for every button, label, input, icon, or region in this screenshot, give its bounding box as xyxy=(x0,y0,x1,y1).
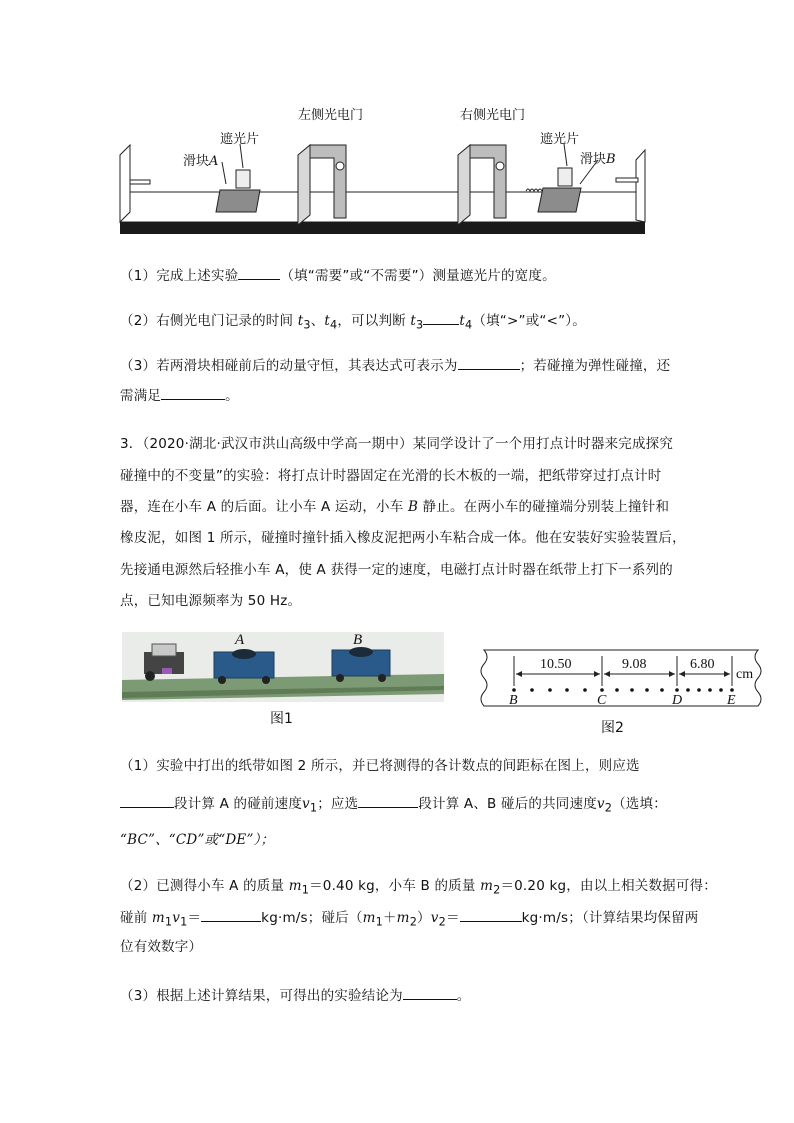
tape-point-b: B xyxy=(509,693,518,708)
answer-blank[interactable] xyxy=(201,907,261,922)
tape-unit: cm xyxy=(736,667,754,682)
fig1-label-b: B xyxy=(353,632,363,648)
q2-part1: （1）完成上述实验 （填“需要”或“不需要”）测量遮光片的宽度。 xyxy=(120,265,556,286)
tape-distance-bc: 10.50 xyxy=(540,657,572,672)
answer-blank[interactable] xyxy=(358,793,418,808)
tape-point-c: C xyxy=(597,693,607,708)
q3-part1-line3: “BC”、“CD”或“DE”）； xyxy=(120,832,275,848)
shade-b-label: 遮光片 xyxy=(540,132,580,147)
tape-point-d: D xyxy=(672,693,683,708)
q2-part3-line1: （3）若两滑块相碰前后的动量守恒，其表达式可表示为 ；若碰撞为弹性碰撞，还 xyxy=(120,355,670,376)
answer-blank[interactable] xyxy=(423,310,459,325)
q3-intro-1: 3．（2020·湖北·武汉市洪山高级中学高一期中）某同学设计了一个用打点计时器来完成探究 xyxy=(120,436,674,452)
right-gate-label: 右侧光电门 xyxy=(460,108,526,123)
answer-blank[interactable] xyxy=(161,385,225,400)
q2-part3-line2: 需满足 。 xyxy=(120,385,239,406)
q3-intro-6: 点，已知电源频率为 50 Hz。 xyxy=(120,593,302,609)
answer-blank[interactable] xyxy=(458,355,520,370)
fig2-caption: 图2 xyxy=(601,720,624,736)
tape-distance-de: 6.80 xyxy=(690,657,715,672)
q3-part1-line2: 段计算 A 的碰前速度$v_1$；应选 段计算 A、B 碰后的共同速度$v_2$（选填： xyxy=(120,793,667,819)
q3-part2-line1: （2）已测得小车 A 的质量 $m_1=0.40$ kg，小车 B 的质量 $m_2=0.20$ kg，由以上相关数据可得： xyxy=(120,878,717,897)
q3-intro-3: 器，连在小车 A 的后面。让小车 A 运动，小车 B 静止。在两小车的碰撞端分别装上撞针和 xyxy=(120,499,670,515)
q3-part3: （3）根据上述计算结果，可得出的实验结论为 。 xyxy=(120,985,471,1006)
q3-part2-line3: 位有效数字） xyxy=(120,939,203,955)
shade-a-label: 遮光片 xyxy=(220,132,260,147)
tape-distance-cd: 9.08 xyxy=(622,657,647,672)
q3-intro-2: 碰撞中的不变量”的实验：将打点计时器固定在光滑的长木板的一端，把纸带穿过打点计时 xyxy=(120,468,662,484)
slider-a-label: 滑块A xyxy=(183,154,219,169)
tape-point-e: E xyxy=(727,693,736,708)
answer-blank[interactable] xyxy=(238,265,280,280)
fig1-caption: 图1 xyxy=(270,711,293,727)
q3-part2-line2: 碰前 $m_1v_1= kg\cdot m/s$；碰后$(m_1+m_2)v_2= kg\cdot m/s$；（计算结果均保留两 xyxy=(120,907,699,933)
answer-blank[interactable] xyxy=(460,907,522,922)
slider-b-label: 滑块B xyxy=(580,152,616,167)
answer-blank[interactable] xyxy=(403,985,457,1000)
left-gate-label: 左侧光电门 xyxy=(298,108,364,123)
q3-intro-4: 橡皮泥，如图 1 所示，碰撞时撞针插入橡皮泥把两小车粘合成一体。他在安装好实验装置后， xyxy=(120,530,686,546)
cart-photo xyxy=(122,632,444,702)
q2-part2: （2）右侧光电门记录的时间 $t_3$、$t_4$，可以判断 $t_3$ $t_4$（填“>”或“<”）。 xyxy=(120,310,586,336)
air-track-diagram xyxy=(118,100,658,240)
q3-intro-5: 先接通电源然后轻推小车 A，使 A 获得一定的速度，电磁打点计时器在纸带上打下一系列的 xyxy=(120,562,673,578)
fig1-label-a: A xyxy=(235,632,245,648)
answer-blank[interactable] xyxy=(120,793,174,808)
q3-part1-line1: （1）实验中打出的纸带如图 2 所示，并已将测得的各计数点的间距标在图上，则应选 xyxy=(120,758,640,774)
